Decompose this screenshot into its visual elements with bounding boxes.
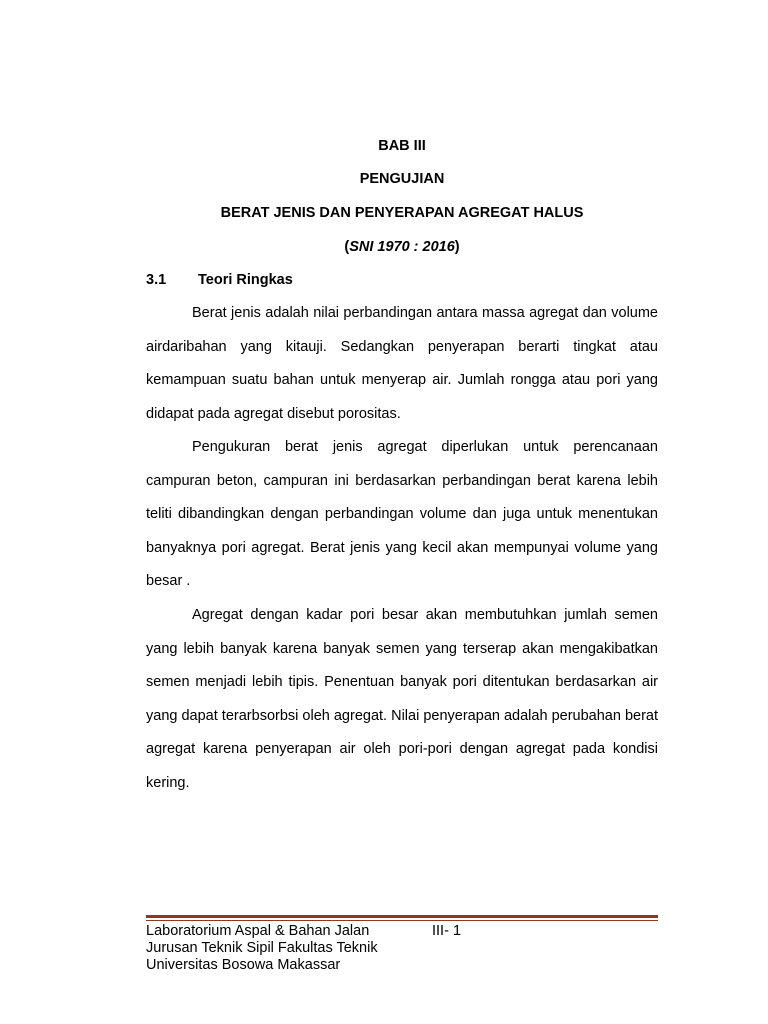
page-number: III- 1 bbox=[432, 923, 462, 939]
footer-divider-thick bbox=[146, 915, 658, 918]
section-title: Teori Ringkas bbox=[198, 272, 293, 288]
footer-lab-name: Laboratorium Aspal & Bahan Jalan bbox=[146, 923, 370, 939]
paragraph-3: Agregat dengan kadar pori besar akan membutuhkan jumlah semen yang lebih banyak karena banyak semen yang terserap akan mengakibatkan semen menjadi lebih tipis. Penentuan banyak pori ditentukan berdasarkan air yang dapat terarbsorbsi oleh agregat. Nilai penyerapan adalah perubahan berat agregat karena penyerapan air oleh pori-pori dengan agregat pada kondisi kering. bbox=[146, 607, 658, 791]
section-heading bbox=[146, 271, 293, 289]
standard-reference bbox=[0, 238, 768, 256]
section-number: 3.1 bbox=[146, 272, 167, 288]
standard-code: SNI 1970 : 2016 bbox=[349, 239, 455, 255]
standard-close-paren: ) bbox=[454, 239, 460, 255]
standard-open-paren: ( bbox=[344, 239, 350, 255]
footer-department: Jurusan Teknik Sipil Fakultas Teknik bbox=[146, 940, 378, 956]
footer-divider-thin bbox=[146, 920, 658, 921]
chapter-subtitle: BERAT JENIS DAN PENYERAPAN AGREGAT HALUS bbox=[220, 205, 584, 221]
chapter-title: PENGUJIAN bbox=[359, 171, 445, 187]
chapter-heading: BAB III bbox=[378, 138, 426, 154]
footer-university: Universitas Bosowa Makassar bbox=[146, 957, 341, 973]
paragraph-1: Berat jenis adalah nilai perbandingan antara massa agregat dan volume airdaribahan yang kitauji. Sedangkan penyerapan berarti tingkat atau kemampuan suatu bahan untuk menyerap air. Jumlah rongga atau pori yang didapat pada agregat disebut porositas. bbox=[146, 305, 658, 422]
paragraph-2: Pengukuran berat jenis agregat diperlukan untuk perencanaan campuran beton, campuran ini berdasarkan perbandingan berat karena lebih teliti dibandingkan dengan perbandingan volume dan juga untuk menentukan banyaknya pori agregat. Berat jenis yang kecil akan mempunyai volume yang besar . bbox=[146, 439, 658, 590]
